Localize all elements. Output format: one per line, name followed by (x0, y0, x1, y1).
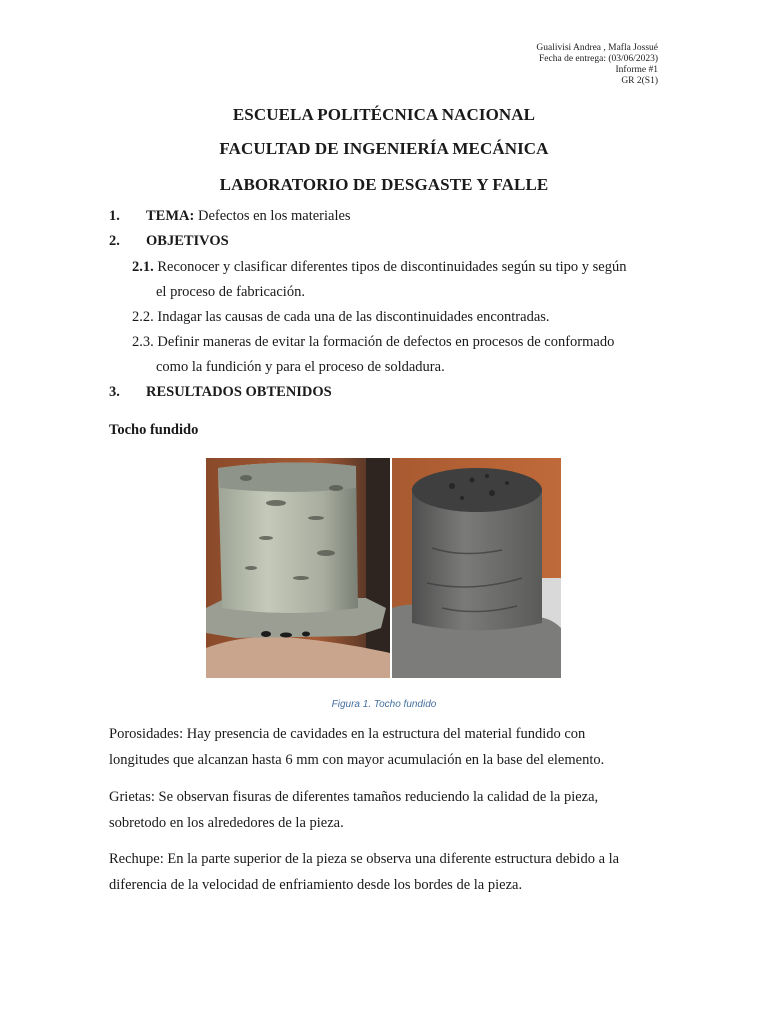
paragraph-porosidades (109, 721, 669, 773)
authors: Gualivisi Andrea , Mafla Jossué (536, 43, 658, 53)
paragraph-line: Rechupe: En la parte superior de la pieza se observa una diferente estructura debido a la (109, 851, 620, 867)
paragraph-line: longitudes que alcanzan hasta 6 mm con mayor acumulación en la base del elemento. (109, 752, 605, 768)
objective-1-number: 2.1. (132, 259, 154, 275)
section-2-label: OBJETIVOS (146, 233, 229, 249)
paragraph-line: Porosidades: Hay presencia de cavidades en la estructura del material fundido con (109, 726, 586, 742)
group: GR 2(S1) (621, 76, 658, 86)
objective-2 (132, 309, 550, 326)
paragraph-line: diferencia de la velocidad de enfriamiento desde los bordes de la pieza. (109, 877, 523, 893)
objective-3-text: Definir maneras de evitar la formación de defectos en procesos de conformado (157, 334, 615, 350)
title-lab: LABORATORIO DE DESGASTE Y FALLE (219, 175, 549, 194)
title-faculty: FACULTAD DE INGENIERÍA MECÁNICA (219, 139, 549, 158)
figure-caption: Figura 1. Tocho fundido (331, 699, 437, 710)
header-meta (536, 43, 658, 87)
section-3-number: 3. (109, 384, 120, 400)
cast-billet-photo-right (392, 458, 561, 678)
paragraph-line: sobretodo en los alrededores de la pieza. (109, 815, 344, 831)
objective-2-text: Indagar las causas de cada una de las discontinuidades encontradas. (157, 309, 550, 325)
delivery-date: Fecha de entrega: (03/06/2023) (539, 54, 658, 64)
section-1-number: 1. (109, 208, 120, 224)
section-1 (146, 208, 351, 225)
paragraph-grietas (109, 784, 669, 836)
objective-3-number: 2.3. (132, 334, 154, 350)
section-1-label: TEMA: (146, 208, 195, 224)
title-school: ESCUELA POLITÉCNICA NACIONAL (232, 105, 536, 124)
objective-1-cont: el proceso de fabricación. (156, 284, 305, 300)
objective-2-number: 2.2. (132, 309, 154, 325)
section-3-label: RESULTADOS OBTENIDOS (146, 384, 332, 400)
section-2-number: 2. (109, 233, 120, 249)
report-number: Informe #1 (615, 65, 658, 75)
cast-billet-photo-left (206, 458, 390, 678)
figure-photo-left (206, 458, 390, 678)
objective-3 (132, 334, 614, 351)
objective-3-cont: como la fundición y para el proceso de soldadura. (156, 359, 445, 375)
paragraph-rechupe (109, 846, 669, 898)
paragraph-line: Grietas: Se observan fisuras de diferentes tamaños reduciendo la calidad de la pieza, (109, 789, 599, 805)
objective-1-text: Reconocer y clasificar diferentes tipos de discontinuidades según su tipo y según (157, 259, 627, 275)
figure-photo-right (392, 458, 561, 678)
subheading-tocho: Tocho fundido (109, 422, 199, 438)
section-1-text: Defectos en los materiales (197, 208, 351, 224)
objective-1 (132, 259, 627, 276)
